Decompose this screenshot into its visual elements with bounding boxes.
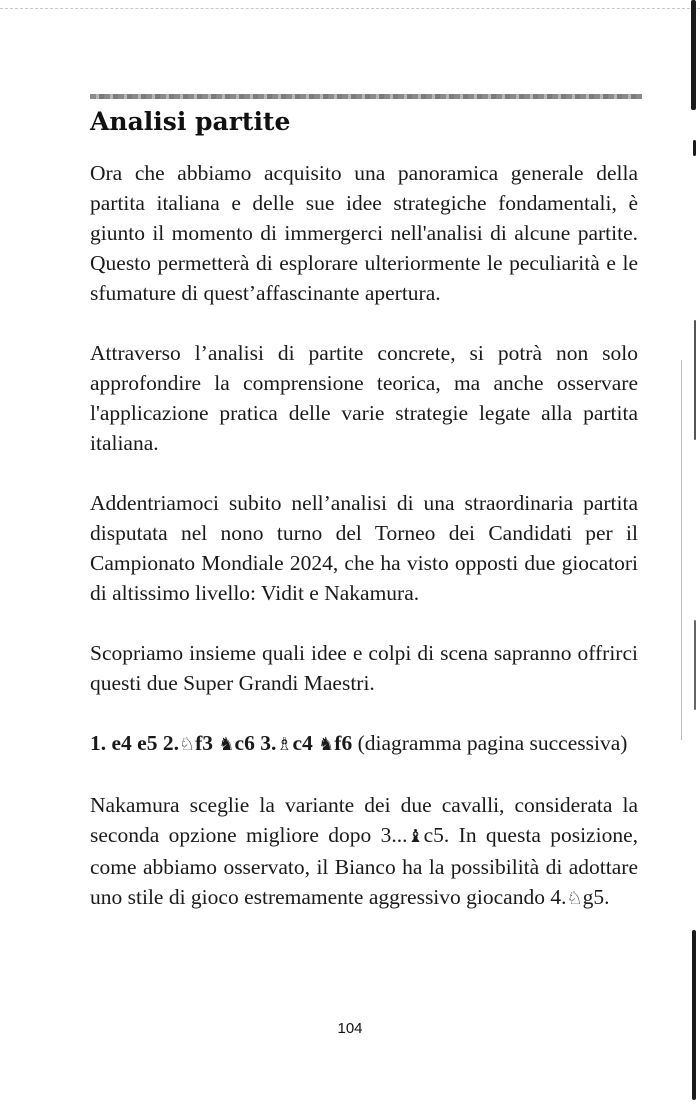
white-bishop-icon: ♗	[276, 734, 293, 755]
page-number: 104	[337, 1020, 363, 1037]
white-knight-icon: ♘	[566, 888, 583, 909]
page-content	[90, 100, 638, 914]
move-text: f3	[195, 731, 219, 755]
white-knight-icon: ♘	[178, 734, 196, 755]
paragraph-text: Nakamura sceglie la variante dei due cavalli, considerata la seconda opzione migliore dopo 3...	[90, 793, 638, 847]
paragraph-game-context: Addentriamoci subito nell’analisi di una straordinaria partita disputata nel nono turno del Torneo dei Candidati per il Campionato Mondiale 2024, che ha visto opposti due giocatori di altissimo livello: Vidit e Nakamura.	[90, 491, 638, 605]
move-list	[90, 728, 638, 760]
section-heading: Analisi partite	[90, 107, 291, 136]
scan-edge-top	[0, 8, 700, 10]
paragraph-analysis: Attraverso l’analisi di partite concrete, si potrà non solo approfondire la comprensione teorica, ma anche osservare l'applicazione pratica delle varie strategie legate alla partita italiana.	[90, 341, 638, 455]
black-knight-icon: ♞	[318, 734, 335, 755]
paragraph-text: c5. In questa posizione, come abbiamo osservato, il Bianco ha la possibilità di adottare uno stile di gioco estremamente aggressivo giocando 4.	[90, 823, 638, 909]
paragraph-discover: Scopriamo insieme quali idee e colpi di scena sapranno offrirci questi due Super Grandi Maestri.	[90, 641, 638, 695]
paragraph-nakamura	[90, 790, 638, 914]
paragraph-text: g5.	[582, 885, 610, 909]
black-knight-icon: ♞	[218, 734, 235, 755]
scan-edge-right	[690, 0, 696, 1120]
move-text: c6 3.	[234, 731, 277, 755]
heading-rule	[90, 94, 642, 99]
diagram-note: (diagramma pagina successiva)	[352, 731, 628, 755]
move-text: f6	[334, 731, 353, 755]
black-bishop-icon: ♝	[407, 826, 424, 847]
move-text: c4	[292, 731, 319, 755]
move-text: 1. e4 e5 2.	[90, 731, 179, 755]
paragraph-intro: Ora che abbiamo acquisito una panoramica generale della partita italiana e delle sue idee strategiche fondamentali, è giunto il momento di immergerci nell'analisi di alcune partite. Questo permetterà di esplorare ulteriormente le peculiarità e le sfumature di quest’affascinante apertura.	[90, 161, 638, 305]
